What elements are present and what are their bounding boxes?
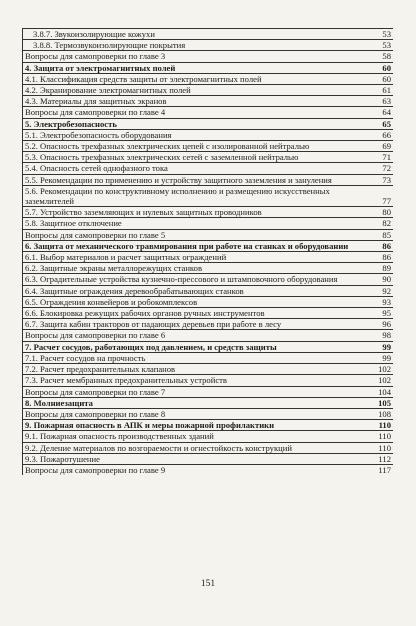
toc-entry: [23, 107, 393, 118]
toc-entry: [23, 431, 393, 442]
toc-entry-title: 5.1. Электробезопасность оборудования: [25, 129, 172, 140]
toc-entry: [23, 364, 393, 375]
toc-entry-page: 72: [382, 163, 391, 174]
toc-entry-title: Вопросы для самопроверки по главе 7: [25, 386, 166, 397]
toc-entry: [23, 353, 393, 364]
toc-entry-title: 6.2. Защитные экраны металлорежущих станков: [25, 263, 203, 274]
toc-entry: [23, 308, 393, 319]
toc-entry: [23, 286, 393, 297]
toc-entry: [23, 141, 393, 152]
toc-entry-page: 117: [378, 464, 391, 475]
toc-entry-title: 5.5. Рекомендации по применению и устройству защитного заземления и зануления: [25, 174, 332, 185]
toc-entry-page: 77: [382, 196, 391, 207]
toc-entry-title: 4. Защита от электромагнитных полей: [25, 62, 176, 73]
toc-entry-title: 6.5. Ограждения конвейеров и робокомплексов: [25, 296, 198, 307]
toc-entry: [23, 252, 393, 263]
toc-entry-title: Вопросы для самопроверки по главе 4: [25, 107, 166, 118]
page-number: 151: [200, 579, 216, 589]
toc-entry: [23, 207, 393, 218]
toc-entry-title: 9.2. Деление материалов по возгораемости и огнестойкость конструкций: [25, 442, 292, 453]
toc-entry-page: 71: [382, 152, 391, 163]
toc-entry-title: 6.4. Защитные ограждения деревообрабатывающих станков: [25, 285, 244, 296]
toc-entry: [23, 387, 393, 398]
toc-entry-title: Вопросы для самопроверки по главе 9: [25, 464, 166, 475]
toc-entry-page: 102: [378, 375, 391, 386]
toc-entry-title: 5.4. Опасность сетей однофазного тока: [25, 163, 168, 174]
toc-entry-page: 112: [378, 453, 391, 464]
toc-entry-page: 58: [382, 51, 391, 62]
toc-entry: [23, 274, 393, 285]
toc-chapter-entry: [23, 119, 393, 130]
toc-entry: [23, 375, 393, 386]
toc-entry-page: 69: [382, 141, 391, 152]
toc-entry: [23, 330, 393, 341]
toc-entry: [23, 51, 393, 62]
toc-entry-title: 6.3. Оградительные устройства кузнечно-прессового и штамповочного оборудования: [25, 274, 338, 285]
toc-entry-title: 5.6. Рекомендации по конструктивному исполнению и размещению искусственных заземлителей: [25, 185, 330, 207]
toc-entry-title: 3.8.8. Термозвукоизолирующие покрытия: [33, 40, 186, 51]
toc-entry-page: 85: [382, 229, 391, 240]
toc-entry-page: 60: [382, 73, 391, 84]
toc-entry-page: 63: [382, 96, 391, 107]
toc-entry-page: 61: [382, 85, 391, 96]
toc-entry-page: 93: [382, 296, 391, 307]
toc-entry: [23, 175, 393, 186]
toc-entry-title: 9.1. Пожарная опасность производственных зданий: [25, 431, 214, 442]
toc-entry: [23, 409, 393, 420]
toc-entry-page: 64: [382, 107, 391, 118]
toc-entry-page: 110: [378, 420, 391, 431]
toc-entry-page: 53: [382, 29, 391, 39]
toc-entry: [23, 29, 393, 40]
toc-chapter-entry: [23, 63, 393, 74]
toc-entry: [23, 465, 393, 475]
toc-entry-page: 110: [378, 431, 391, 442]
toc-entry-page: 66: [382, 129, 391, 140]
toc-entry: [23, 297, 393, 308]
toc-entry-page: 90: [382, 274, 391, 285]
toc-entry-page: 99: [382, 352, 391, 363]
toc-entry-page: 102: [378, 364, 391, 375]
toc-entry-title: Вопросы для самопроверки по главе 8: [25, 408, 166, 419]
toc-entry-page: 108: [378, 408, 391, 419]
toc-entry-title: 4.3. Материалы для защитных экранов: [25, 96, 167, 107]
toc-entry: [23, 163, 393, 174]
toc-entry-title: 9. Пожарная опасность в АПК и меры пожарной профилактики: [25, 420, 275, 431]
toc-entry-page: 65: [382, 118, 391, 129]
toc-entry-page: 96: [382, 319, 391, 330]
toc-entry-page: 73: [382, 174, 391, 185]
toc-entry-title: 6.7. Защита кабин тракторов от падающих деревьев при работе в лесу: [25, 319, 282, 330]
toc-entry: [23, 130, 393, 141]
toc-entry-title: 6. Защита от механического травмирования при работе на станках и оборудовании: [25, 240, 349, 251]
toc-entry-page: 60: [382, 62, 391, 73]
toc-entry-title: 5. Электробезопасность: [25, 118, 117, 129]
toc-entry-title: 6.6. Блокировка режущих рабочих органов ручных инструментов: [25, 308, 265, 319]
toc-entry-page: 110: [378, 442, 391, 453]
toc-chapter-entry: [23, 420, 393, 431]
toc-entry-title: 7. Расчет сосудов, работающих под давлением, и средств защиты: [25, 341, 277, 352]
toc-entry-page: 98: [382, 330, 391, 341]
toc-entry-title: 9.3. Пожаротушение: [25, 453, 100, 464]
toc-entry-title: 5.7. Устройство заземляющих и нулевых защитных проводников: [25, 207, 262, 218]
toc-entry-page: 92: [382, 285, 391, 296]
toc-entry-title: 4.2. Экранирование электромагнитных полей: [25, 85, 191, 96]
toc-chapter-entry: [23, 398, 393, 409]
toc-entry-page: 95: [382, 308, 391, 319]
toc-entry-page: 99: [382, 341, 391, 352]
toc-chapter-entry: [23, 342, 393, 353]
toc-entry: [23, 152, 393, 163]
toc-entry: [23, 230, 393, 241]
toc-entry-title: 5.8. Защитное отключение: [25, 218, 122, 229]
toc-entry-title: Вопросы для самопроверки по главе 6: [25, 330, 166, 341]
toc-chapter-entry: [23, 241, 393, 252]
toc-entry-title: 5.2. Опасность трехфазных электрических цепей с изолированной нейтралью: [25, 141, 310, 152]
toc-entry: [23, 85, 393, 96]
toc-entry-title: 5.3. Опасность трехфазных электрических сетей с заземленной нейтралью: [25, 152, 299, 163]
toc-entry-page: 104: [378, 386, 391, 397]
toc-entry: [23, 218, 393, 229]
toc-entry: [23, 74, 393, 85]
toc-entry-page: 80: [382, 207, 391, 218]
toc-entry-title: Вопросы для самопроверки по главе 5: [25, 229, 166, 240]
toc-entry: [23, 186, 393, 207]
toc-entry-title: Вопросы для самопроверки по главе 3: [25, 51, 166, 62]
toc-entry: [23, 40, 393, 51]
toc-entry: [23, 319, 393, 330]
toc-entry-title: 7.3. Расчет мембранных предохранительных устройств: [25, 375, 227, 386]
toc-entry-title: 7.2. Расчет предохранительных клапанов: [25, 364, 176, 375]
toc-entry-page: 82: [382, 218, 391, 229]
toc-entry-title: 6.1. Выбор материалов и расчет защитных ограждений: [25, 252, 227, 263]
table-of-contents: [22, 28, 393, 475]
toc-entry-page: 86: [382, 252, 391, 263]
toc-entry-title: 3.8.7. Звукоизолирующие кожухи: [33, 29, 155, 39]
toc-entry-page: 89: [382, 263, 391, 274]
toc-entry: [23, 96, 393, 107]
toc-entry-title: 8. Молниезащита: [25, 397, 93, 408]
toc-entry: [23, 443, 393, 454]
toc-entry-page: 53: [382, 40, 391, 51]
toc-entry-title: 7.1. Расчет сосудов на прочность: [25, 352, 146, 363]
toc-entry-page: 105: [378, 397, 391, 408]
toc-entry: [23, 263, 393, 274]
toc-entry-page: 86: [382, 240, 391, 251]
toc-entry: [23, 454, 393, 465]
toc-entry-title: 4.1. Классификация средств защиты от электромагнитных полей: [25, 73, 262, 84]
